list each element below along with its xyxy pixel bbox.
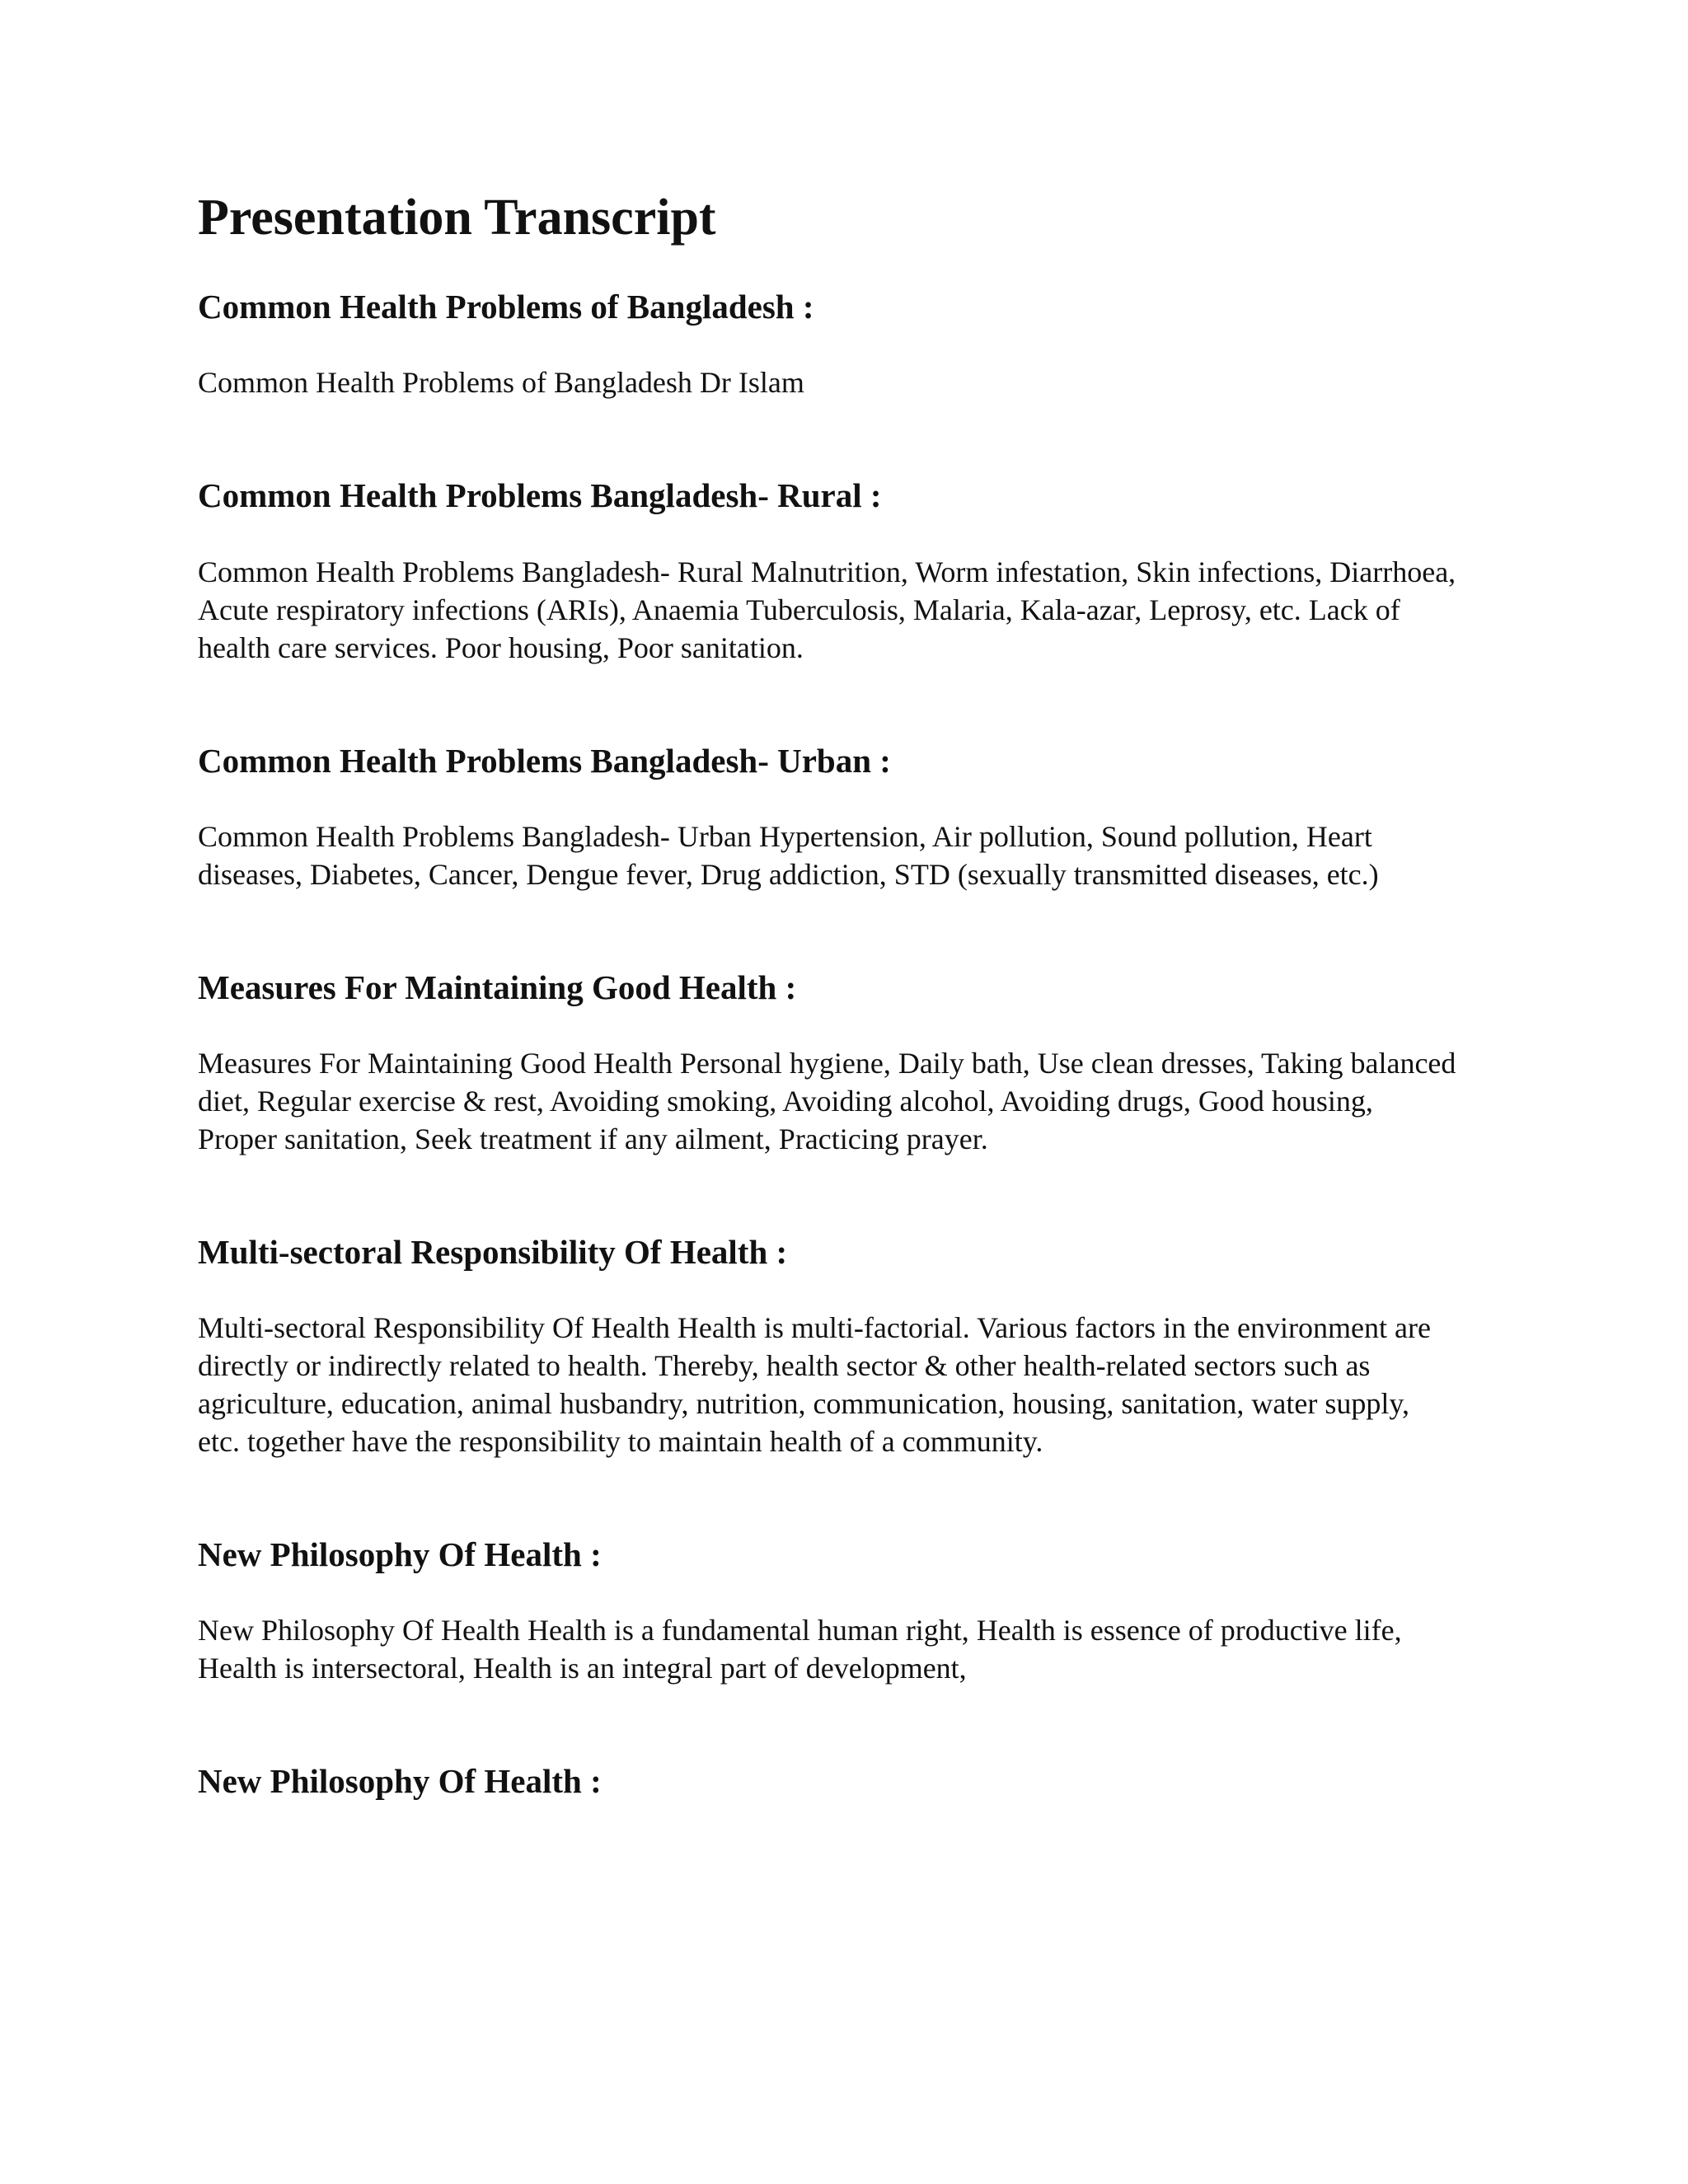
spacer: [198, 401, 1457, 476]
section-heading: Measures For Maintaining Good Health :: [198, 968, 797, 1006]
section-body: Measures For Maintaining Good Health Personal hygiene, Daily bath, Use clean dresses, Taking balanced diet, Regular exercise & rest, Avoiding smoking, Avoiding alcohol, Avoiding drugs, Good housing, Proper sanitation, Seek treatment if any ailment, Practicing prayer.: [198, 1046, 1456, 1155]
spacer: [198, 1687, 1457, 1761]
section-heading: Common Health Problems of Bangladesh :: [198, 288, 814, 326]
section-multi-sectoral: [198, 1232, 1457, 1460]
section-heading: New Philosophy Of Health :: [198, 1535, 602, 1574]
section-heading: New Philosophy Of Health :: [198, 1762, 602, 1801]
section-common-health-problems: [198, 287, 1457, 401]
spacer: [198, 1460, 1457, 1535]
spacer: [198, 667, 1457, 741]
section-heading: Common Health Problems Bangladesh- Urban :: [198, 741, 891, 780]
section-body: New Philosophy Of Health Health is a fundamental human right, Health is essence of productive life, Health is intersectoral, Health is an integral part of development,: [198, 1614, 1402, 1685]
spacer: [198, 893, 1457, 968]
spacer: [198, 327, 1457, 363]
section-measures-good-health: [198, 968, 1457, 1158]
spacer: [198, 1272, 1457, 1309]
section-urban-problems: [198, 741, 1457, 893]
spacer: [198, 246, 1457, 287]
section-new-philosophy-continued: [198, 1761, 1457, 1802]
section-body: Common Health Problems Bangladesh- Rural Malnutrition, Worm infestation, Skin infections, Diarrhoea, Acute respiratory infections (ARIs), Anaemia Tuberculosis, Malaria, Kala-azar, Leprosy, etc. Lack of health care services. Poor housing, Poor sanitation.: [198, 555, 1456, 664]
section-rural-problems: [198, 476, 1457, 666]
spacer: [198, 1008, 1457, 1044]
section-heading: Common Health Problems Bangladesh- Rural :: [198, 476, 882, 515]
section-body: Multi-sectoral Responsibility Of Health Health is multi-factorial. Various factors in the environment are directly or indirectly related to health. Thereby, health sector & other health-related sectors such as agriculture, education, animal husbandry, nutrition, communication, housing, sanitation, water supply, etc. together have the responsibility to maintain health of a community.: [198, 1311, 1431, 1459]
spacer: [198, 1575, 1457, 1611]
section-new-philosophy: [198, 1535, 1457, 1687]
spacer: [198, 1158, 1457, 1232]
document-title: Presentation Transcript: [198, 190, 716, 246]
section-body: Common Health Problems Bangladesh- Urban Hypertension, Air pollution, Sound pollution, Heart diseases, Diabetes, Cancer, Dengue fever, Drug addiction, STD (sexually transmitted diseases, etc.): [198, 819, 1379, 891]
section-body: Common Health Problems of Bangladesh Dr Islam: [198, 366, 804, 400]
spacer: [198, 781, 1457, 818]
spacer: [198, 517, 1457, 553]
section-heading: Multi-sectoral Responsibility Of Health :: [198, 1232, 788, 1271]
